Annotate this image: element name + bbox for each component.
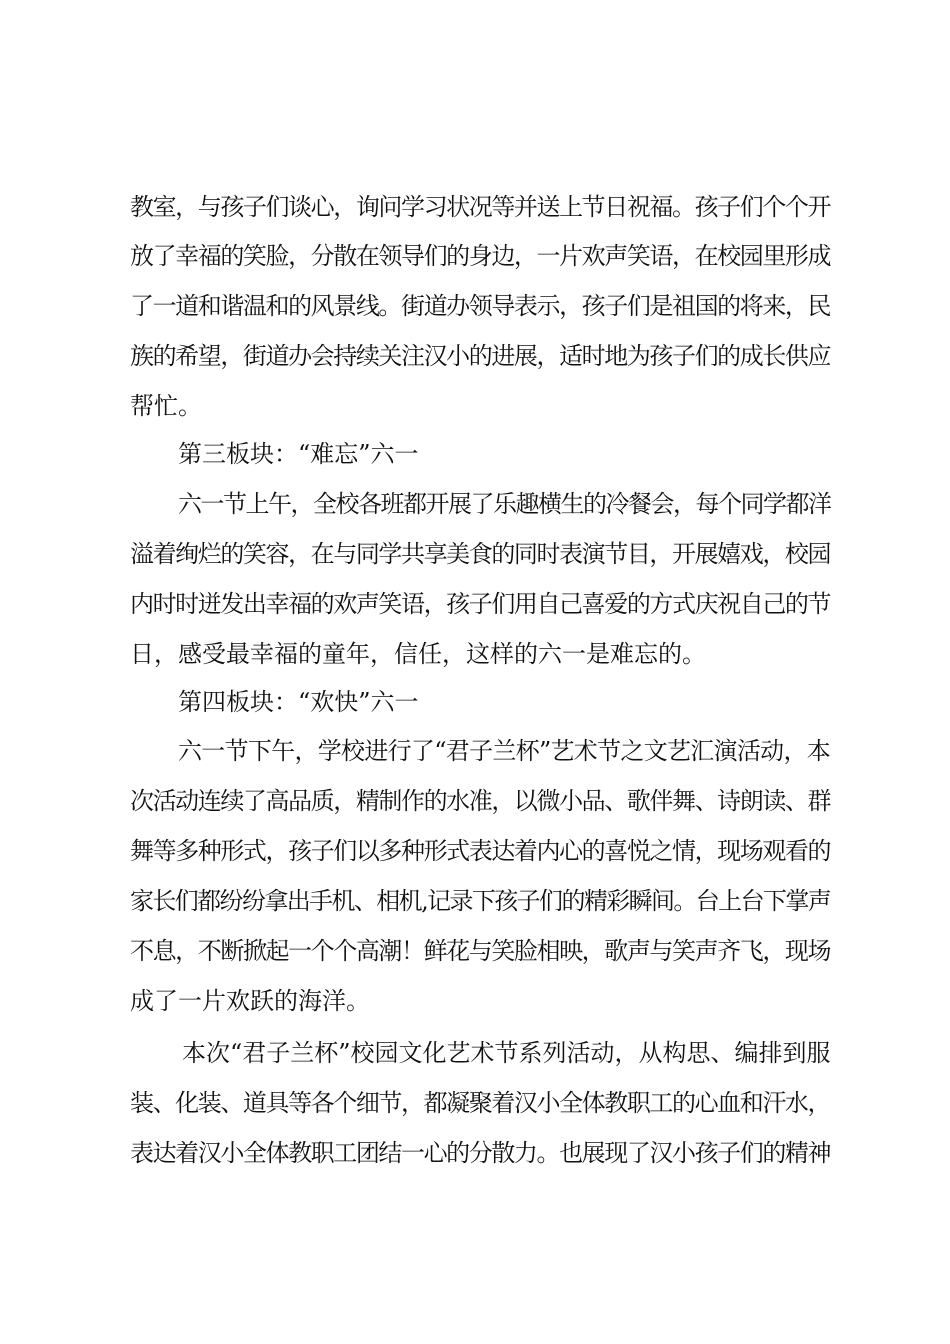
paragraph-3-line-3: 舞等多种形式，孩子们以多种形式表达着内心的喜悦之情，现场观看的 xyxy=(130,837,830,865)
paragraph-4-line-1: 本次“君子兰杯”校园文化艺术节系列活动，从构思、编排到服 xyxy=(182,1039,831,1067)
paragraph-1-line-2: 放了幸福的笑脸，分散在领导们的身边，一片欢声笑语，在校园里形成 xyxy=(130,242,830,270)
paragraph-2-line-3: 内时时迸发出幸福的欢声笑语，孩子们用自己喜爱的方式庆祝自己的节 xyxy=(130,590,830,618)
paragraph-3-line-2: 次活动连续了高品质，精制作的水准，以微小品、歌伴舞、诗朗读、群 xyxy=(130,787,830,815)
paragraph-2-line-1: 六一节上午，全校各班都开展了乐趣横生的冷餐会，每个同学都洋 xyxy=(178,490,831,518)
paragraph-4-line-3: 表达着汉小全体教职工团结一心的分散力。也展现了汉小孩子们的精神 xyxy=(130,1139,830,1167)
paragraph-1-line-5: 帮忙。 xyxy=(130,392,202,420)
paragraph-3-line-1: 六一节下午，学校进行了“君子兰杯”艺术节之文艺汇演活动，本 xyxy=(178,737,830,765)
paragraph-3-line-6: 成了一片欢跃的海洋。 xyxy=(130,987,370,1015)
paragraph-3-line-4: 家长们都纷纷拿出手机、相机,记录下孩子们的精彩瞬间。台上台下掌声 xyxy=(130,887,830,915)
paragraph-2-line-2: 溢着绚烂的笑容，在与同学共享美食的同时表演节目，开展嬉戏，校园 xyxy=(130,540,830,568)
paragraph-4-line-2: 装、化装、道具等各个细节，都凝聚着汉小全体教职工的心血和汗水， xyxy=(130,1089,830,1117)
paragraph-1-line-3: 了一道和谐温和的风景线。街道办领导表示，孩子们是祖国的将来，民 xyxy=(130,292,830,320)
paragraph-3-line-5: 不息，不断掀起一个个高潮！鲜花与笑脸相映，歌声与笑声齐飞，现场 xyxy=(130,937,830,965)
section-heading-4: 第四板块：“欢快”六一 xyxy=(178,688,419,716)
paragraph-1-line-1: 教室，与孩子们谈心，询问学习状况等并送上节日祝福。孩子们个个开 xyxy=(130,193,830,221)
paragraph-2-line-4: 日，感受最幸福的童年，信任，这样的六一是难忘的。 xyxy=(130,640,706,668)
section-heading-3: 第三板块：“难忘”六一 xyxy=(178,440,419,468)
paragraph-1-line-4: 族的希望，街道办会持续关注汉小的进展，适时地为孩子们的成长供应 xyxy=(130,342,830,370)
